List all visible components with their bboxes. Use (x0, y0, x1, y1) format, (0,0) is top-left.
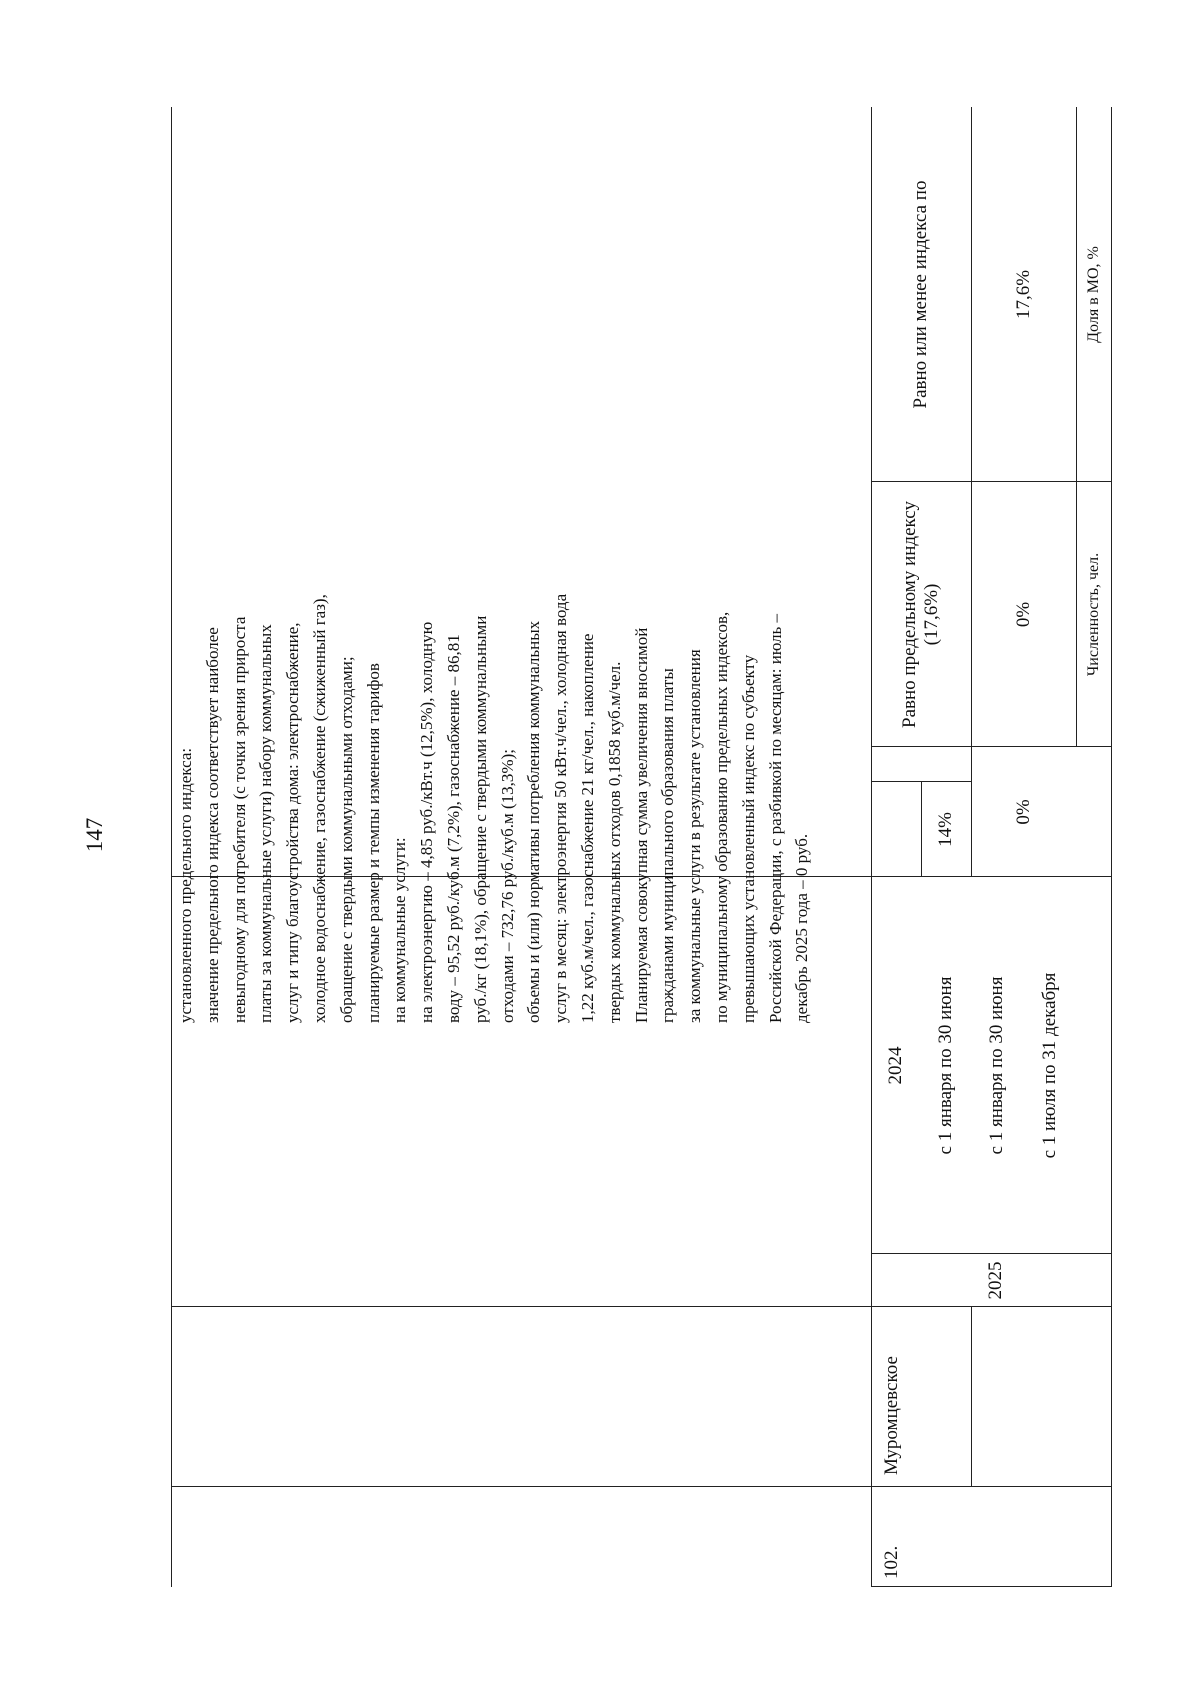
description-line: Российской Федерации, с разбивкой по месяцам: июль – (765, 613, 785, 1023)
description-line: установленного предельного индекса: (176, 747, 195, 1023)
description-line: на коммунальные услуги: (390, 837, 410, 1023)
group-label: Равно или менее индекса по (910, 180, 931, 409)
rotated-table (171, 107, 1111, 1587)
description-line: 1,22 куб.м/чел., газоснабжение 21 кг/чел., накопление (577, 633, 597, 1023)
description-text (173, 117, 873, 1023)
year-cell: 2024 (885, 1046, 906, 1085)
row-number: 102. (881, 1545, 902, 1579)
group-label: Равно предельному индексу (17,6%) (899, 501, 942, 728)
year-cell: 2025 (985, 1261, 1006, 1300)
description-line: обращение с твердыми коммунальными отходами; (336, 656, 356, 1023)
period-cell: с 1 июля по 31 декабря (1038, 972, 1060, 1159)
description-line: услуг и типу благоустройства дома: электроснабжение, (283, 622, 303, 1023)
period-cell: с 1 января по 30 июня (935, 976, 956, 1155)
description-line: платы за коммунальные услуги) набору коммунальных (256, 624, 276, 1023)
description-line: объемы и (или) нормативы потребления коммунальных (524, 620, 544, 1023)
description-line: воду – 95,52 руб./куб.м (7,2%), газоснабжение – 86,81 (443, 634, 463, 1023)
description-line: руб./кг (18,1%), обращение с твердыми коммунальными (470, 615, 490, 1023)
description-line: превышающих установленный индекс по субъекту (738, 654, 758, 1023)
description-line: твердых коммунальных отходов 0,1858 куб.м/чел. (604, 661, 624, 1023)
increase-cell: 0% (1012, 799, 1034, 825)
table-line (1111, 107, 1112, 1587)
table-line (171, 107, 172, 1587)
description-line: планируемые размер и темпы изменения тарифов (363, 663, 383, 1023)
municipality-name: Муромцевское (881, 1356, 902, 1475)
indicator-cell: Доля в МО, % (1085, 246, 1102, 343)
description-line: значение предельного индекса соответствует наиболее (202, 627, 222, 1023)
description-line: гражданами муниципального образования платы (658, 668, 678, 1023)
indicator-cell: Численность, чел. (1085, 552, 1102, 677)
description-line: невыгодному для потребителя (с точки зрения прироста (229, 616, 249, 1023)
increase-cell: 17,6% (1012, 269, 1034, 320)
increase-cell: 14% (935, 812, 956, 847)
description-line: отходами – 732,76 руб./куб.м (13,3%); (497, 749, 517, 1023)
description-line: услуг в месяц: электроэнергия 50 кВт.ч/чел., холодная вода (551, 593, 571, 1023)
description-line: по муниципальному образованию предельных индексов, (711, 611, 731, 1023)
description-line: Планируемая совокупная сумма увеличения вносимой (631, 627, 651, 1023)
description-line: на электроэнергию – 4,85 руб./кВт.ч (12,5%), холодную (417, 621, 437, 1023)
description-line: декабрь 2025 года – 0 руб. (792, 833, 812, 1023)
description-line: за коммунальные услуги в результате установления (685, 649, 705, 1023)
increase-cell: 0% (1012, 601, 1034, 628)
description-line: холодное водоснабжение, газоснабжение (сжиженный газ), (309, 594, 329, 1023)
page-number: 147 (82, 817, 107, 853)
period-cell: с 1 января по 30 июня (986, 976, 1007, 1155)
